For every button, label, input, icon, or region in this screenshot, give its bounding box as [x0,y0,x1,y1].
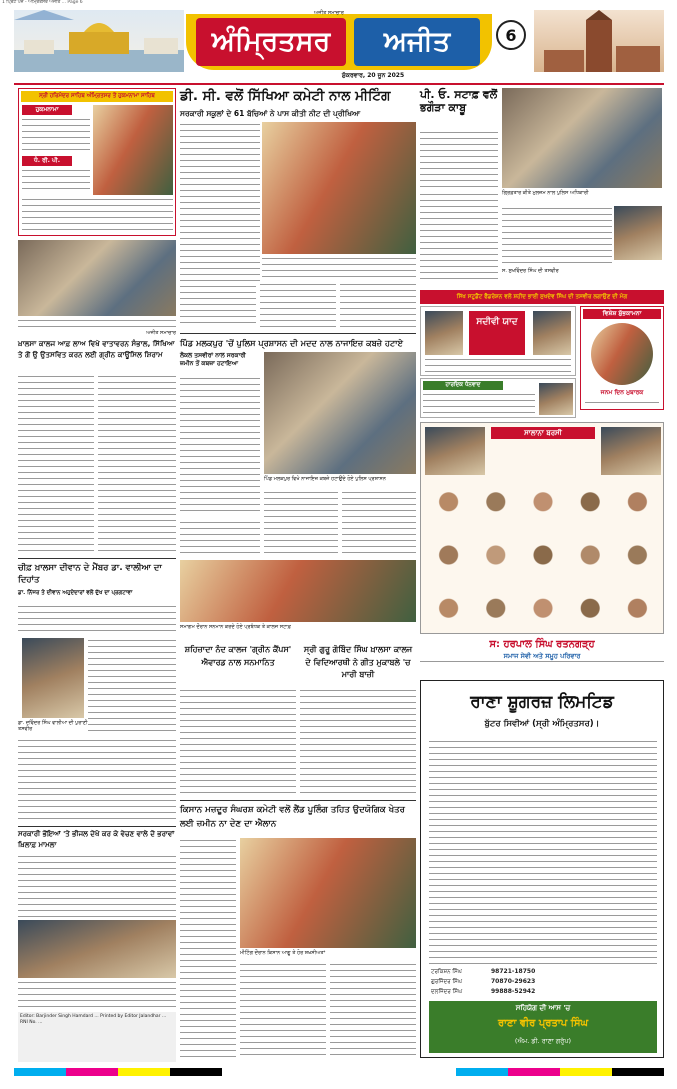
thanks-portrait [539,383,573,415]
masthead-small-label: ਅਜੀਤ ਸਮਾਚਾਰ [314,10,344,16]
thanks-ad [420,378,576,418]
family-name: ਸ: ਹਰਪਾਲ ਸਿੰਘ ਰਤਨਗੜ੍ਹ [489,639,595,650]
farmers-caption: ਮੀਟਿੰਗ ਦੌਰਾਨ ਕਿਸਾਨ ਆਗੂ ਤੇ ਹੋਰ ਸ਼ਖ਼ਸੀਅਤਾਂ [240,950,326,956]
land-fraud-headline: ਸਰਕਾਰੀ ਭੋਂਇਆਂ 'ਤੇ ਭੀਜਲ ਦੇਖੋ ਕਰ ਕੇ ਵੇਚਣ ਵਾਲੇ ਦੋ ਭਰਾਵਾਂ ਖ਼ਿਲਾਫ਼ ਮਾਮਲਾ [18,830,175,849]
land-fraud-caption [18,980,176,1010]
rana-footer-line-2: ਰਾਣਾ ਵੀਰ ਪ੍ਰਤਾਪ ਸਿੰਘ [497,1018,589,1029]
divider [18,558,176,559]
college-photo-strip [180,560,416,622]
thanks-title: ਹਾਰਦਿਕ ਧੰਨਵਾਦ [423,381,503,390]
green-council-body-1 [18,374,94,554]
rana-footer [429,1001,657,1053]
imprint-block: Editor: Barjinder Singh Hamdard ... Printed by Editor Jalandhar ... RNI No. ... [18,1012,176,1062]
rana-footer-line-3: (ਐਮ. ਡੀ. ਰਾਣਾ ਗਰੁੱਪ) [514,1037,572,1045]
hukamnama-title: ਸ੍ਰੀ ਹਰਿਮੰਦਰ ਸਾਹਿਬ ਅੰਮ੍ਰਿਤਸਰ ਤੋਂ ਹੁਕਮਨਾਮਾ ਸਾਹਿਬ [21,91,173,102]
birthday-label: ਵਿਸ਼ੇਸ਼ ਸ਼ੁੱਭਕਾਮਨਾ [583,309,661,319]
photo-credit: ਅਜੀਤ ਸਮਾਚਾਰ [146,330,176,336]
po-staff-photo [502,88,662,188]
farmers-body-3 [330,962,416,1060]
birthday-text [585,400,659,408]
hukamnama-label: ਹੁਕਮਨਾਮਾ [22,105,72,115]
masthead-date: ਸ਼ੁੱਕਰਵਾਰ, 20 ਜੂਨ 2025 [341,72,405,79]
memorial-text [425,357,571,373]
land-fraud-body [18,854,176,918]
po-staff-headline: ਪੀ. ਓ. ਸਟਾਫ਼ ਵਲੋਂ ਭਗੌੜਾ ਕਾਬੂ [420,88,498,114]
birthday-portrait [591,323,653,385]
page-number-badge: 6 [496,20,526,50]
memorial-portrait-2 [533,311,571,355]
lead-body-3 [260,282,336,330]
green-council-photo [18,240,176,316]
rana-title: ਰਾਣਾ ਸ਼ੂਗਰਜ਼ ਲਿਮਟਿਡ [470,692,614,712]
college-body-a [180,688,296,796]
family-strip [420,638,664,662]
birthday-title: ਜਨਮ ਦਿਨ ਮੁਬਾਰਕ [600,389,644,396]
divider [18,826,176,827]
pind-body-2 [264,490,338,556]
pind-headline: ਪਿੰਡ ਮਲਕਪੁਰ 'ਚੋਂ ਪੁਲਿਸ ਪ੍ਰਸ਼ਾਸਨ ਦੀ ਮਦਦ ਨਾਲ ਨਾਜਾਇਜ਼ ਕਬਜ਼ੇ ਹਟਾਏ [180,338,404,348]
masthead-golden-temple-art [14,10,184,72]
clock-tower-icon [534,10,664,72]
masthead-rule [14,83,664,85]
po-staff-body [420,130,498,190]
hukamnama-box [18,88,176,236]
walia-body-2 [88,638,176,734]
contact-2-label: ਗੁਰਜਿੰਦਰ ਸਿੰਘ [431,979,462,985]
lead-subhead: ਸਰਕਾਰੀ ਸਕੂਲਾਂ ਦੇ 61 ਬੱਚਿਆਂ ਨੇ ਪਾਸ ਕੀਤੀ ਨੀਟ ਦੀ ਪ੍ਰੀਖਿਆ [180,109,361,118]
farmers-body-2 [240,962,326,1060]
masthead-title-right: ਅਜੀਤ [354,18,480,66]
pind-body-1 [180,376,260,516]
lead-body-4 [340,282,416,330]
rana-sugars-ad [420,680,664,1058]
walia-headline: ਚੀਫ਼ ਖ਼ਾਲਸਾ ਦੀਵਾਨ ਦੇ ਮੈਂਬਰ ਡਾ. ਵਾਲੀਆ ਦਾ ਦਿਹਾਂਤ [18,563,162,585]
birthday-ad [580,306,664,410]
lead-body-1 [180,122,260,282]
obit-text [502,206,612,266]
divider [180,333,416,334]
walia-body-3 [18,738,176,824]
green-council-headline: ਖ਼ਾਲਸਾ ਕਾਲਜ ਆਫ਼ ਲਾਅ ਵਿਖੇ ਵਾਤਾਵਰਨ ਸੰਭਾਲ, ਸਿੱਖਿਆ ਤੇ ਗੋਂ ਉ ਉਤਸਵਿਤ ਕਰਨ ਲਈ ਗ੍ਰੀਨ ਕਾਊਂਸਿਲ ਸ਼ਿਰਾਮ [18,339,175,359]
college-headline-b: ਸ੍ਰੀ ਗੁਰੂ ਗੋਬਿੰਦ ਸਿੰਘ ਖ਼ਾਲਸਾ ਕਾਲਜ ਦੇ ਵਿਦਿਆਰਥੀ ਨੇ ਗੀਤ ਮੁਕਾਬਲੇ 'ਚ ਮਾਰੀ ਬਾਜ਼ੀ [303,645,413,679]
divider [180,800,416,801]
farmers-headline: ਕਿਸਾਨ ਮਜ਼ਦੂਰ ਸੰਘਰਸ਼ ਕਮੇਟੀ ਵਲੋਂ ਲੈਂਡ ਪੂਲਿੰਗ ਤਹਿਤ ਉਦਯੋਗਿਕ ਖੇਤਰ ਲਈ ਜ਼ਮੀਨ ਨਾ ਦੇਣ ਦਾ ਐਲਾਨ [180,805,405,829]
hukamnama-text [22,117,90,153]
banner-strip: ਸਿੱਖ ਸਟੂਡੈਂਟ ਫੈਡਰੇਸ਼ਨ ਵਲੋਂ ਸ਼ਹੀਦ ਭਾਈ ਸੁਖਦੇਵ ਸਿੰਘ ਦੀ ਤਸਵੀਰ ਲਗਾਉਣ ਦੀ ਮੰਗ [420,290,664,304]
masthead [14,10,664,79]
walia-portrait [22,638,84,718]
contact-3-label: ਦਲਜਿੰਦਰ ਸਿੰਘ [431,989,463,995]
farmers-body-1 [180,838,236,1060]
golden-temple-photo [93,105,173,195]
contact-2-phone: 70870-29623 [491,978,536,985]
hukamnama-label-2: ਧੰ. ਰੀ. ਪੀ. [22,156,72,166]
green-council-body-2 [98,374,176,554]
golden-temple-icon [14,10,184,72]
barsi-portrait-main [425,427,485,475]
pind-body-3 [342,490,416,556]
green-council-caption-text [18,318,176,330]
rana-subtitle: ਬੁੱਟਰ ਸਿਵੀਆਂ (ਸ੍ਰੀ ਅੰਮ੍ਰਿਤਸਰ)। [484,719,600,729]
masthead-title-block [186,14,492,70]
college-caption: ਸਮਾਗਮ ਦੌਰਾਨ ਸਨਮਾਨ ਕਰਦੇ ਹੋਏ ਪ੍ਰਬੰਧਕ ਤੇ ਕਾਲਜ ਸਟਾਫ਼ [180,624,291,630]
family-sub: ਸਮਾਜ ਸੇਵੀ ਅਤੇ ਸਮੂਹ ਪਰਿਵਾਰ [503,652,581,660]
contact-1-label: ਟਰਕਿਸ਼ਨ ਸਿੰਘ [431,969,462,975]
masthead-title-left: ਅੰਮ੍ਰਿਤਸਰ [196,18,346,66]
farmers-photo [240,838,416,948]
color-registration-bar [14,1068,664,1076]
barsi-title: ਸਾਲਾਨਾ ਬਰਸੀ [491,427,595,439]
walia-body-1 [18,604,176,636]
memorial-portrait-1 [425,311,463,355]
land-fraud-photo [18,920,176,978]
barsi-portrait-main-2 [601,427,661,475]
po-staff-body-2 [420,192,498,284]
lead-headline: ਡੀ. ਸੀ. ਵਲੋਂ ਸਿੱਖਿਆ ਕਮੇਟੀ ਨਾਲ ਮੀਟਿੰਗ [180,88,391,104]
pind-photo [264,352,416,474]
pind-photo-caption: ਪਿੰਡ ਮਲਕਪੁਰ ਵਿਖੇ ਨਾਜਾਇਜ਼ ਕਬਜ਼ੇ ਹਟਾਉਂਦੇ ਹੋਏ ਪੁਲਿਸ ਪ੍ਰਸ਼ਾਸਨ [264,476,386,482]
masthead-tower-art [534,10,664,72]
walia-subhead: ਡਾ. ਨਿੱਜਰ ਤੇ ਦੀਵਾਨ ਅਹੁਦੇਦਾਰਾਂ ਵਲੋਂ ਦੁੱਖ ਦਾ ਪ੍ਰਗਟਾਵਾ [18,590,133,596]
lead-photo [262,122,416,254]
contact-3-phone: 99888-52942 [491,988,536,995]
thanks-text [423,392,535,416]
obit-portrait [614,206,662,260]
rana-notice-list [429,739,657,965]
contact-1-phone: 98721-18750 [491,968,536,975]
barsi-portrait-grid [425,479,661,631]
lead-photo-caption [262,256,416,278]
print-slug: 1 ਪ੍ਰਿੰਟ ਪੇਜ - ਅੰਮ੍ਰਿਤਸਰ ਅਜੀਤ ... Page 6 [2,0,83,5]
college-headline-a: ਸ਼ਹਿਜ਼ਾਦਾ ਨੰਦ ਕਾਲਜ 'ਗ੍ਰੀਨ ਕੈਂਪਸ' ਐਵਾਰਡ ਨਾਲ ਸਨਮਾਨਿਤ [184,645,292,667]
memorial-title: ਸਦੀਵੀ ਯਾਦ [469,311,525,355]
pind-subhead: ਲੋਕਲ ਤਸਵੀਰਾਂ ਨਾਲ ਸਰਕਾਰੀ ਜ਼ਮੀਨ ਤੋਂ ਕਬਜ਼ਾ ਹਟਾਇਆ [180,352,246,367]
lead-body-2 [180,284,256,328]
memorial-ad [420,306,576,376]
walia-portrait-caption: ਡਾ. ਦਵਿੰਦਰ ਸਿੰਘ ਵਾਲੀਆ ਦੀ ਪੁਰਾਣੀ ਤਸਵੀਰ [18,720,88,733]
obit-caption: ਸ. ਸੁਖਵਿੰਦਰ ਸਿੰਘ ਦੀ ਤਸਵੀਰ [502,268,559,274]
rana-footer-line-1: ਸਹਿਯੋਗ ਦੀ ਆਸ 'ਚ [515,1004,571,1012]
hukamnama-text-2 [22,168,90,194]
college-body-b [300,688,416,796]
barsi-ad [420,422,664,634]
po-staff-photo-caption: ਗ੍ਰਿਫ਼ਤਾਰ ਕੀਤੇ ਮੁਲਜ਼ਮ ਨਾਲ ਪੁਲਿਸ ਅਧਿਕਾਰੀ [502,190,589,196]
pind-body-4 [180,520,260,556]
hukamnama-footer-text [22,197,173,234]
